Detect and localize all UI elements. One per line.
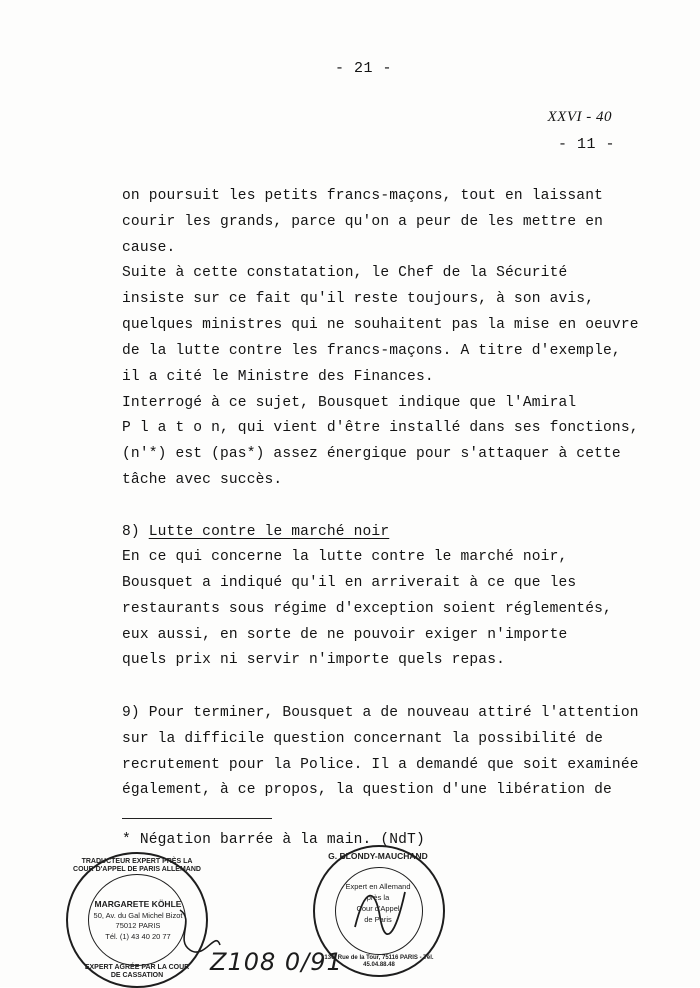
stamp-inner-line: de Paris: [364, 915, 392, 924]
section-8-heading: Lutte contre le marché noir: [148, 524, 390, 540]
footnote-divider: [122, 818, 272, 819]
section-8-number: 8): [122, 524, 149, 540]
stamp-ring-bottom: 136, Rue de la Tour, 75116 PARIS - Tél. 45.04.88.48: [324, 955, 434, 968]
document-reference: XXVI - 40: [547, 109, 612, 125]
stamp-inner-line: Expert en Allemand: [345, 882, 411, 891]
body-line: de la lutte contre les francs-maçons. A titre d'exemple,: [122, 343, 621, 359]
section-8-line: restaurants sous régime d'exception soient réglementés,: [122, 601, 612, 617]
section-8-line: eux aussi, en sorte de ne pouvoir exiger n'importe: [122, 627, 568, 643]
signature-icon: [345, 877, 415, 947]
body-line: P l a t o n, qui vient d'être installé dans ses fonctions,: [122, 420, 639, 436]
body-line: il a cité le Ministre des Finances.: [122, 369, 434, 385]
body-line: Interrogé à ce sujet, Bousquet indique que l'Amiral: [122, 395, 577, 411]
body-line: cause.: [122, 240, 176, 256]
stamp-ring-text: TRADUCTEUR EXPERT PRÈS LA COUR D'APPEL DE PARIS ALLEMAND: [73, 858, 201, 874]
stamp-inner-line: près la: [366, 893, 390, 902]
body-line: Suite à cette constatation, le Chef de la Sécurité: [122, 265, 568, 281]
section-8-line: En ce qui concerne la lutte contre le marché noir,: [122, 549, 568, 565]
stamp-address-1: 50, Av. du Gal Michel Bizot: [93, 911, 183, 920]
section-9-line: également, à ce propos, la question d'une libération de: [122, 782, 612, 798]
sub-page-number: - 11 -: [557, 136, 615, 153]
stamp-inner-line: Cour d'Appel: [356, 904, 400, 913]
page-number: - 21 -: [335, 60, 393, 77]
stamp-bottom-text: EXPERT AGRÉE PAR LA COUR DE CASSATION: [84, 964, 190, 980]
section-8-line: Bousquet a indiqué qu'il en arriverait à ce que les: [122, 575, 577, 591]
handwritten-number: Z108 0/91: [210, 948, 343, 976]
section-9-line: 9) Pour terminer, Bousquet a de nouveau attiré l'attention: [122, 705, 639, 721]
section-8-line: quels prix ni servir n'importe quels repas.: [122, 652, 506, 668]
footnote: * Négation barrée à la main. (NdT): [122, 832, 425, 848]
stamp-ring-text: G. BLONDY-MAUCHAND: [328, 851, 428, 861]
stamp-address-2: 75012 PARIS: [115, 921, 161, 930]
stamp-name: MARGARETE KÖHLE: [94, 899, 182, 909]
body-line: insiste sur ce fait qu'il reste toujours, à son avis,: [122, 291, 595, 307]
body-line: (n'*) est (pas*) assez énergique pour s'attaquer à cette: [122, 446, 621, 462]
section-9-line: sur la difficile question concernant la possibilité de: [122, 731, 604, 747]
section-9-line: recrutement pour la Police. Il a demandé que soit examinée: [122, 757, 639, 773]
body-line: courir les grands, parce qu'on a peur de les mettre en: [122, 214, 604, 230]
body-line: on poursuit les petits francs-maçons, tout en laissant: [122, 188, 604, 204]
stamp-phone: Tél. (1) 43 40 20 77: [105, 932, 171, 941]
body-line: quelques ministres qui ne souhaitent pas la mise en oeuvre: [122, 317, 639, 333]
section-8-heading-line: [122, 524, 389, 540]
body-line: tâche avec succès.: [122, 472, 283, 488]
